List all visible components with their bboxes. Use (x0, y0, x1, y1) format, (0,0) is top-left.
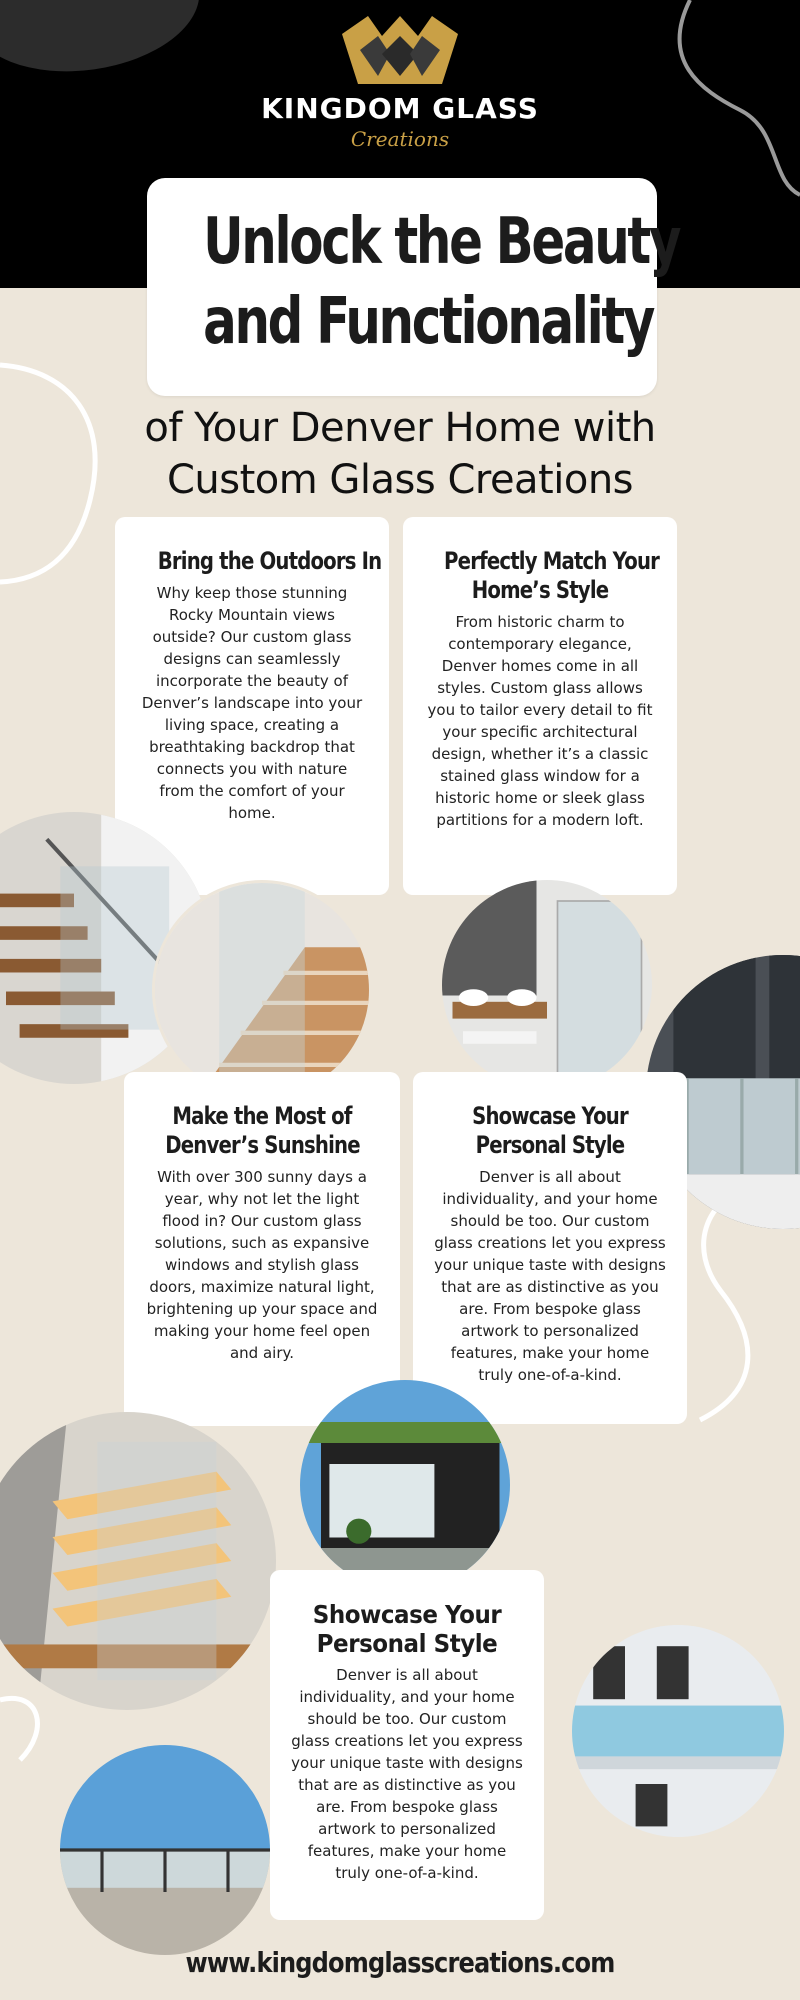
card-body: Why keep those stunning Rocky Mountain views outside? Our custom glass designs can seamlessly incorporate the beauty of Denver’s landscape into your living space, creating a breathtaking backdrop that connects you with nature from the comfort of your home. (141, 584, 363, 822)
card-title: Showcase Your Personal Style (312, 1600, 502, 1658)
card-body: From historic charm to contemporary elegance, Denver homes come in all styles. Custom glass allows you to tailor every detail to fit your specific architectural design, whether it’s a classic stained glass window for a historic home or sleek glass partitions for a modern loft. (427, 613, 653, 829)
balcony-view-photo (60, 1745, 270, 1955)
title-card (147, 178, 680, 396)
page-title (203, 178, 680, 362)
website-url[interactable]: www.kingdomglasscreations.com (185, 1946, 615, 1979)
page-subtitle (60, 402, 740, 506)
title-line-2: and Functionality (203, 285, 654, 359)
glass-stairs-photo (152, 880, 372, 1100)
card-title: Bring the Outdoors In (157, 547, 382, 575)
card-outdoors (115, 517, 389, 895)
bathroom-vanity-photo (442, 880, 652, 1090)
title-line-1: Unlock the Beauty (203, 205, 680, 279)
card-sunshine (124, 1072, 400, 1426)
card-home-style (403, 517, 677, 895)
card-body: With over 300 sunny days a year, why not let the light flood in? Our custom glass solutions, such as expansive windows and stylish glass doors, maximize natural light, brightening up your space and making your home feel open and airy. (146, 1168, 378, 1362)
blue-balcony-photo (572, 1625, 784, 1837)
card-title: Perfectly Match Your Home’s Style (444, 547, 660, 604)
card-title: Showcase Your Personal Style (472, 1102, 628, 1159)
card-personal-style-repeat (270, 1570, 544, 1920)
crown-icon (338, 14, 462, 86)
subtitle-line-1: of Your Denver Home with (144, 405, 656, 451)
brand-logo (0, 14, 800, 151)
modern-house-photo (300, 1380, 510, 1590)
subtitle-line-2: Custom Glass Creations (166, 457, 634, 503)
brand-tagline: Creations (350, 127, 450, 151)
card-body: Denver is all about individuality, and your home should be too. Our custom glass creations let you express your unique taste with designs that are as distinctive as you are. From bespoke glass artwork to personalized features, make your home truly one-of-a-kind. (291, 1666, 523, 1882)
card-body: Denver is all about individuality, and your home should be too. Our custom glass creations let you express your unique taste with designs that are as distinctive as you are. From bespoke glass artwork to personalized features, make your home truly one-of-a-kind. (434, 1168, 666, 1384)
card-title: Make the Most of Denver’s Sunshine (165, 1102, 360, 1159)
brand-name: KINGDOM GLASS (261, 92, 539, 125)
card-personal-style (413, 1072, 687, 1424)
